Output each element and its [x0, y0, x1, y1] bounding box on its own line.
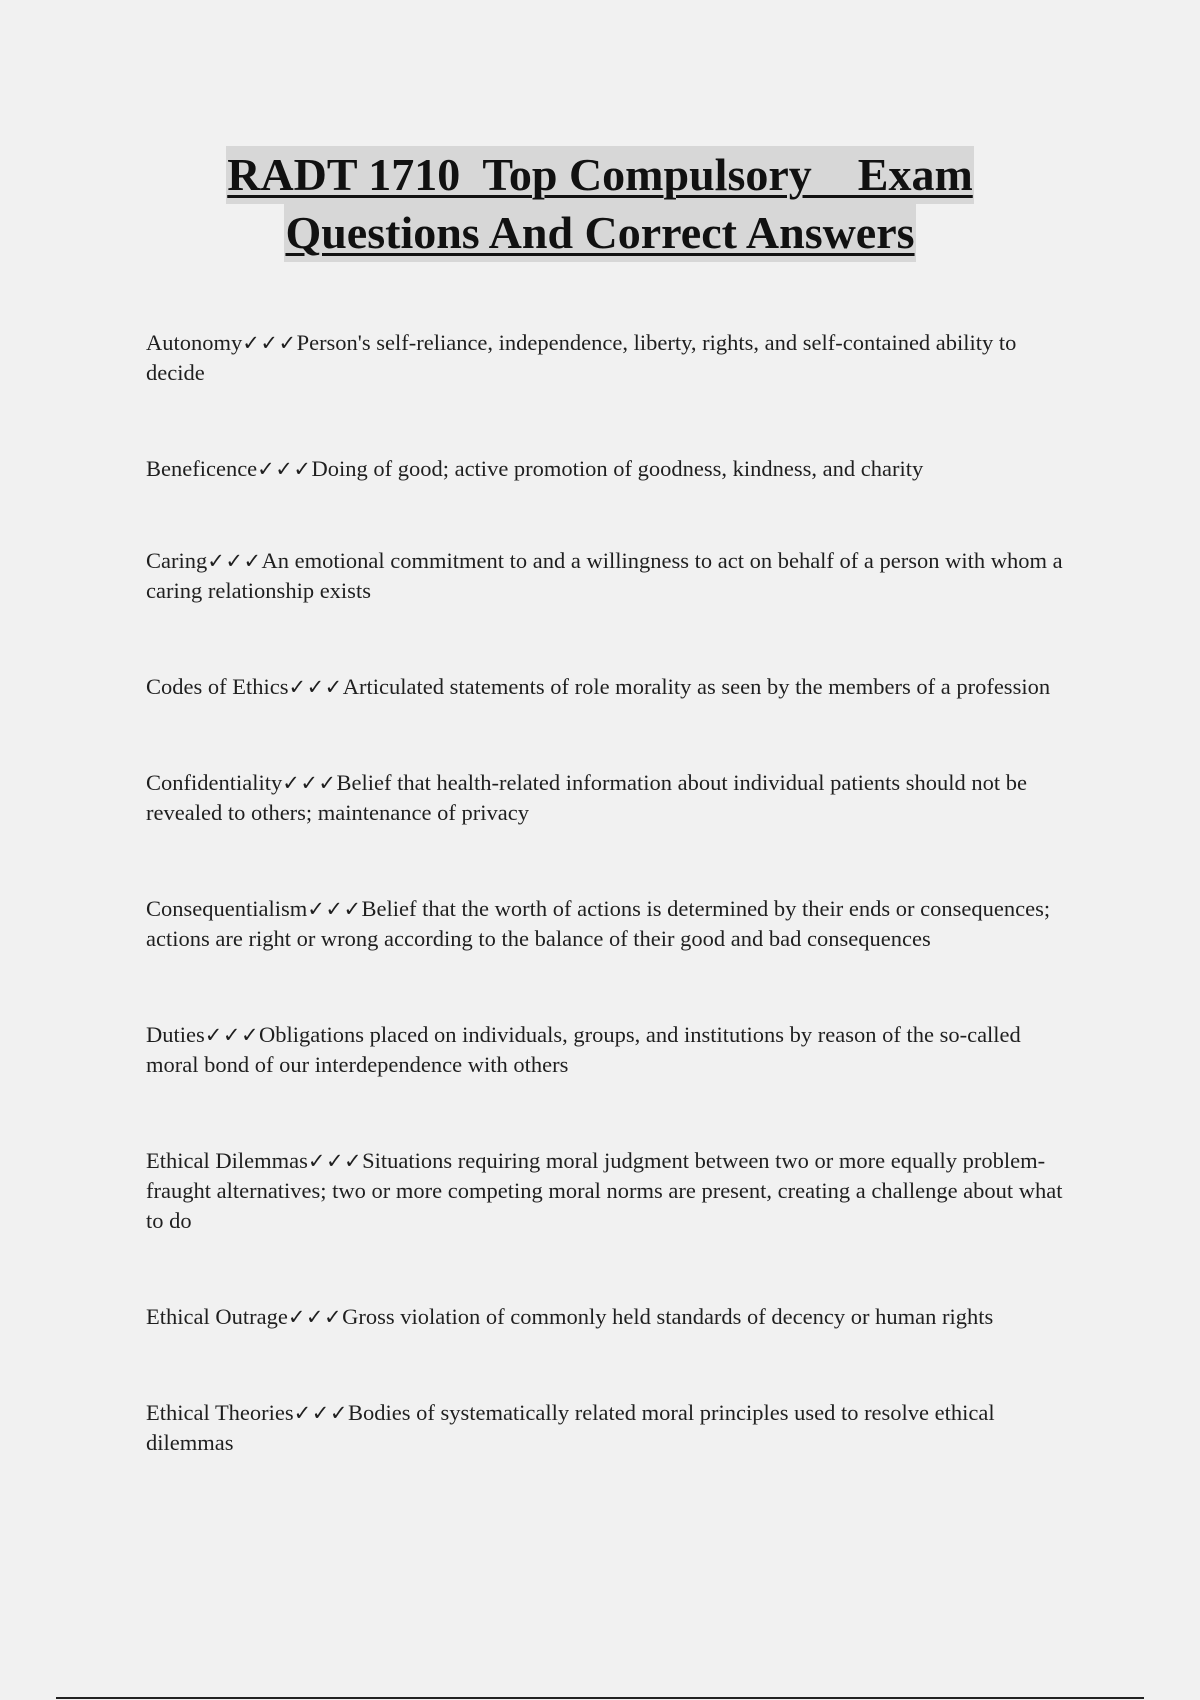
glossary-entry — [146, 328, 1066, 388]
title-line-2: Questions And Correct Answers — [284, 204, 915, 262]
entry-term: Confidentiality — [146, 770, 283, 795]
check-marks-icon: ✓✓✓ — [307, 897, 362, 921]
entry-definition: Person's self-reliance, independence, liberty, rights, and self-contained ability to decide — [146, 330, 1017, 385]
entry-definition: Bodies of systematically related moral principles used to resolve ethical dilemmas — [146, 1400, 995, 1455]
glossary-entry — [146, 1146, 1066, 1236]
glossary-entry — [146, 672, 1066, 702]
check-marks-icon: ✓✓✓ — [257, 457, 312, 481]
entry-definition: An emotional commitment to and a willingness to act on behalf of a person with whom a caring relationship exists — [146, 548, 1063, 603]
entry-definition: Gross violation of commonly held standards of decency or human rights — [342, 1304, 994, 1329]
entry-definition: Doing of good; active promotion of goodness, kindness, and charity — [311, 456, 924, 481]
glossary-entry — [146, 1398, 1066, 1458]
page-bottom-divider — [56, 1697, 1144, 1699]
check-marks-icon: ✓✓✓ — [282, 771, 337, 795]
entry-term: Ethical Outrage — [146, 1304, 288, 1329]
entry-definition: Articulated statements of role morality as seen by the members of a profession — [342, 674, 1051, 699]
glossary-entry — [146, 454, 1066, 484]
entry-definition: Obligations placed on individuals, groups, and institutions by reason of the so-called moral bond of our interdependence with others — [146, 1022, 1021, 1077]
entry-definition: Belief that the worth of actions is determined by their ends or consequences; actions are right or wrong according to the balance of their good and bad consequences — [146, 896, 1051, 951]
check-marks-icon: ✓✓✓ — [307, 1149, 363, 1173]
title-line-1: RADT 1710 Top Compulsory Exam — [226, 146, 974, 204]
entry-term: Beneficence — [146, 456, 258, 481]
entry-definition: Belief that health-related information about individual patients should not be revealed to others; maintenance of privacy — [146, 770, 1027, 825]
entry-term: Codes of Ethics — [146, 674, 289, 699]
glossary-entry — [146, 768, 1066, 828]
glossary-entry — [146, 1302, 1066, 1332]
glossary-entry — [146, 546, 1066, 606]
glossary-list — [146, 328, 1066, 1524]
entry-term: Caring — [146, 548, 208, 573]
check-marks-icon: ✓✓✓ — [207, 549, 262, 573]
check-marks-icon: ✓✓✓ — [287, 1305, 343, 1329]
check-marks-icon: ✓✓✓ — [288, 675, 343, 699]
check-marks-icon: ✓✓✓ — [293, 1401, 348, 1425]
entry-term: Ethical Theories — [146, 1400, 294, 1425]
glossary-entry — [146, 894, 1066, 954]
check-marks-icon: ✓✓✓ — [242, 331, 297, 355]
document-title — [0, 146, 1200, 262]
entry-term: Autonomy — [146, 330, 243, 355]
glossary-entry — [146, 1020, 1066, 1080]
entry-term: Ethical Dilemmas — [146, 1148, 308, 1173]
entry-definition: Situations requiring moral judgment between two or more equally problem-fraught alternatives; two or more competing moral norms are present, creating a challenge about what to do — [146, 1148, 1063, 1233]
entry-term: Duties — [146, 1022, 205, 1047]
check-marks-icon: ✓✓✓ — [204, 1023, 260, 1047]
entry-term: Consequentialism — [146, 896, 308, 921]
